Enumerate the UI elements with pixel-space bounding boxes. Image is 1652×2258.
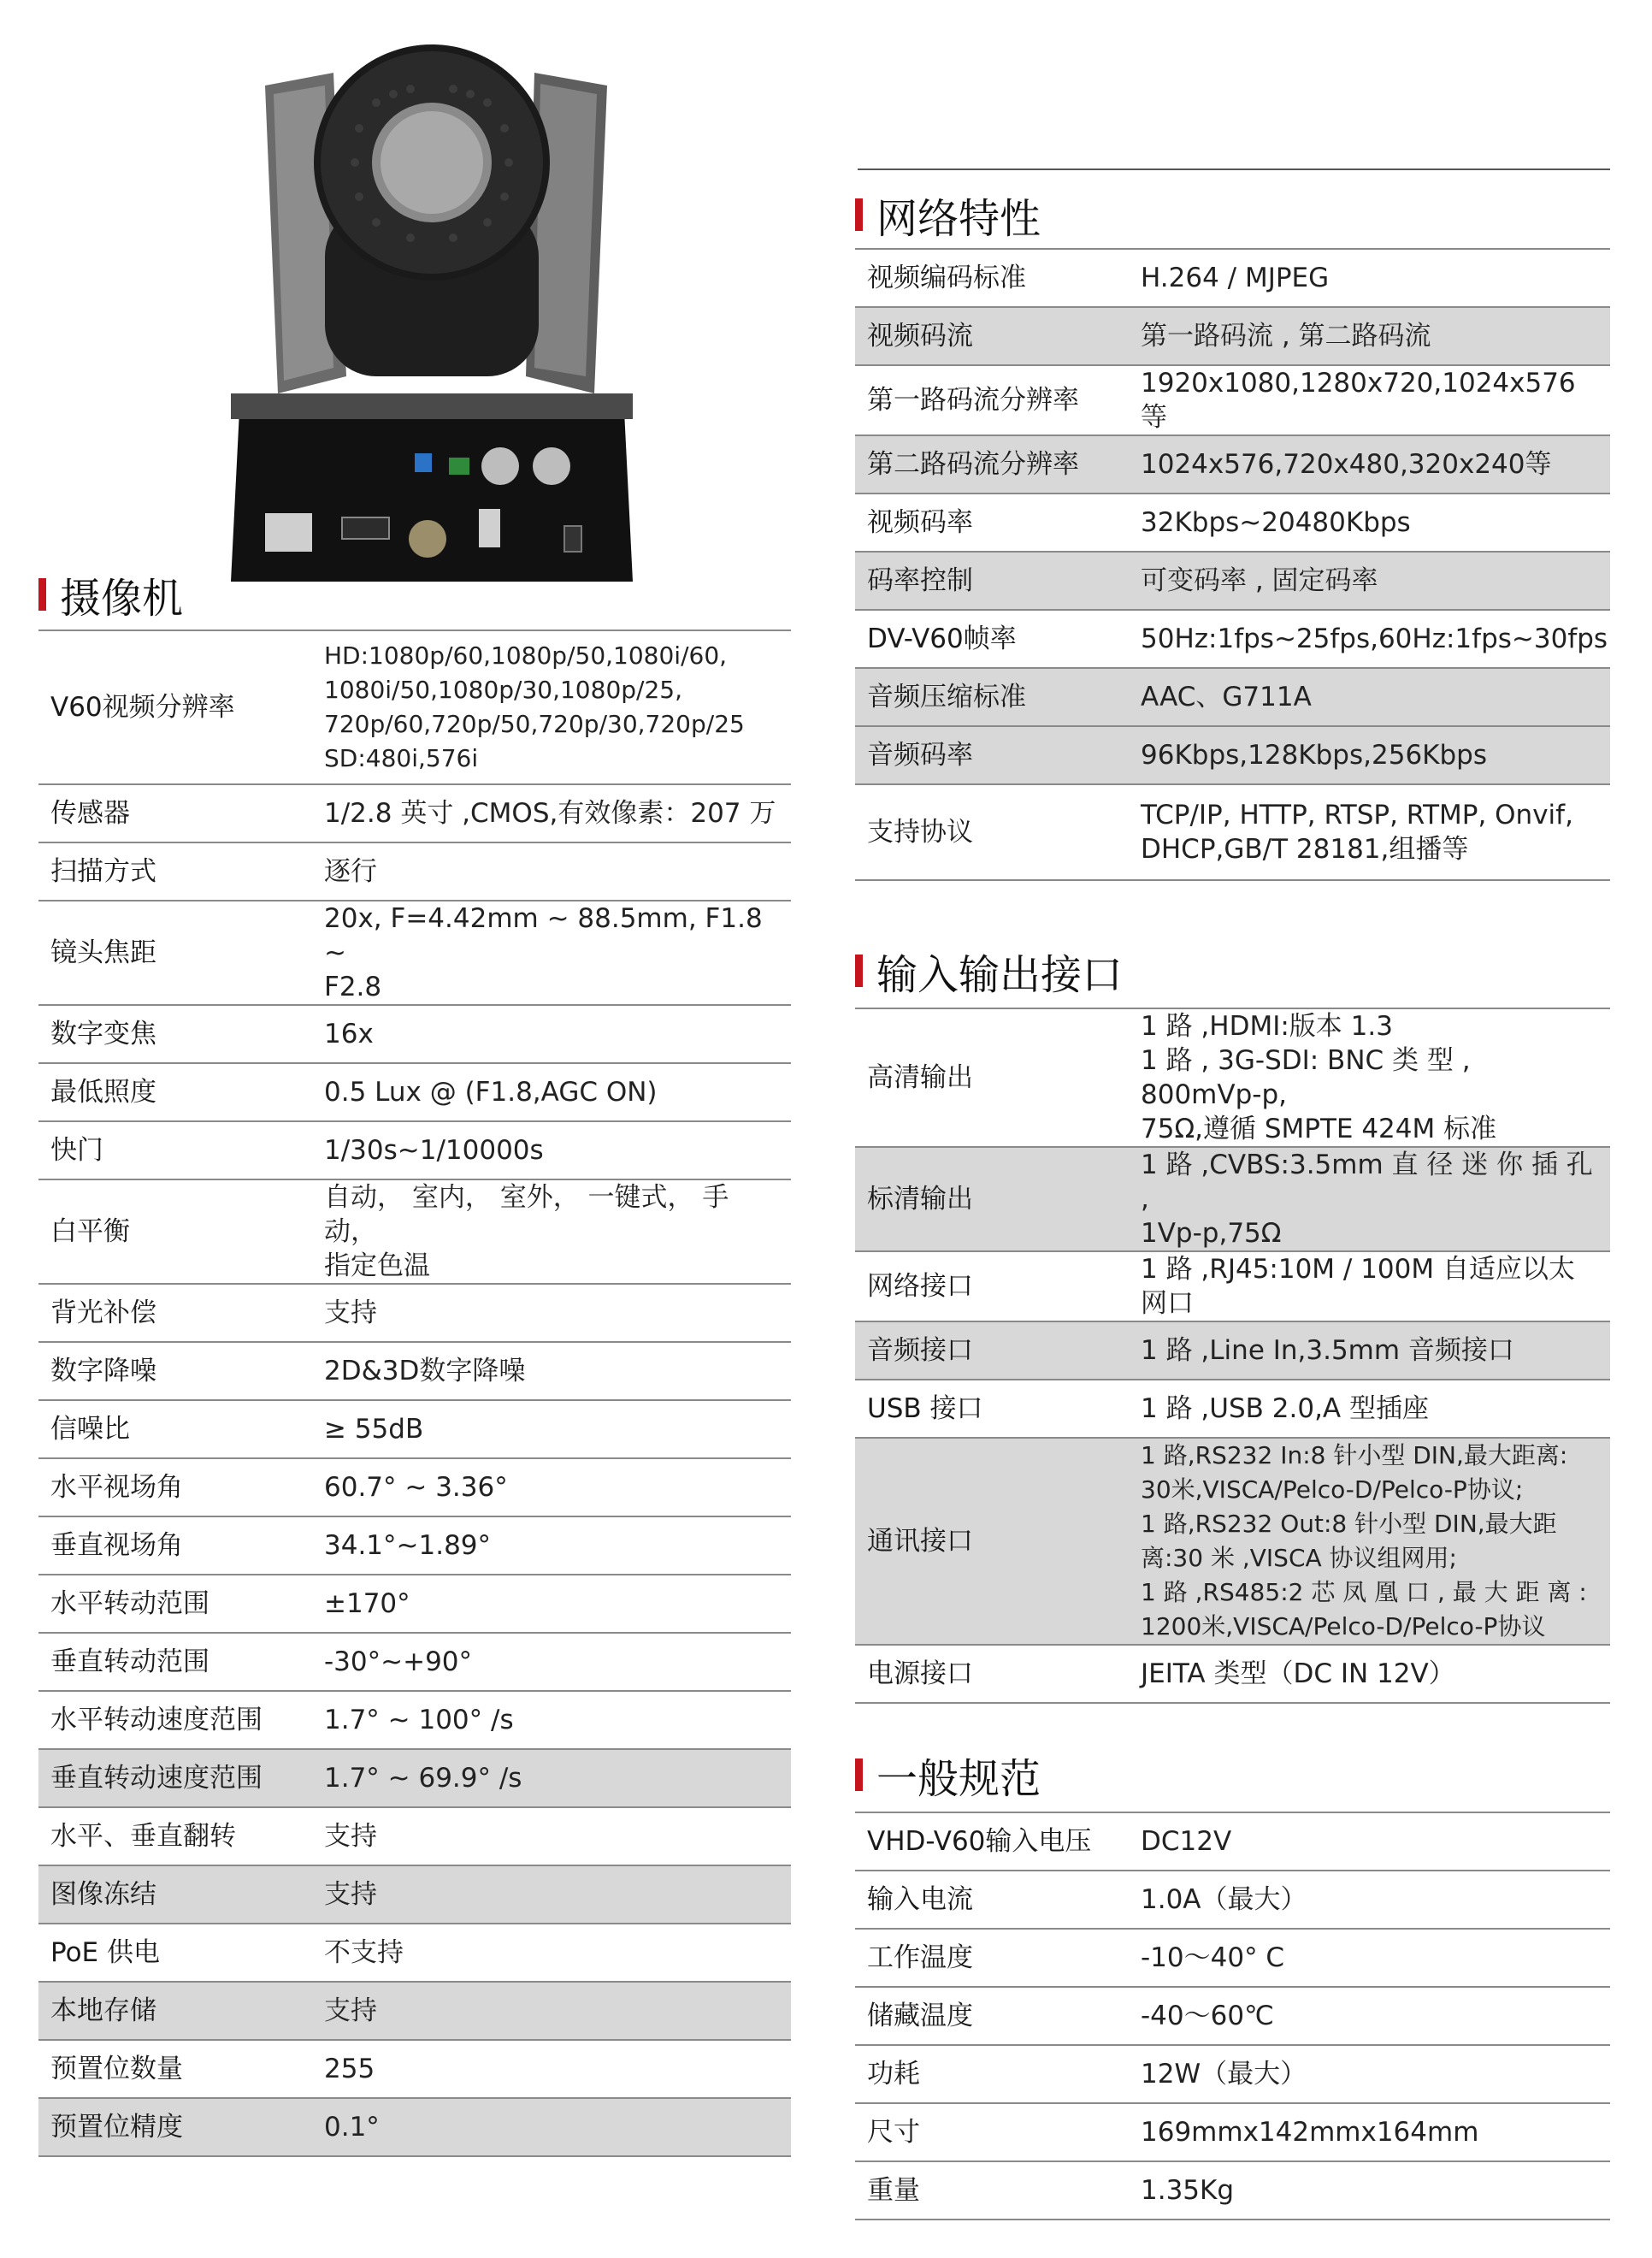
spec-label: 水平转动速度范围 xyxy=(38,1691,312,1749)
spec-value xyxy=(312,1633,791,1691)
spec-label: 数字变焦 xyxy=(38,1005,312,1063)
spec-value-line: 50Hz:1fps~25fps,60Hz:1fps~30fps xyxy=(1141,624,1608,654)
spec-value-line: JEITA 类型（DC IN 12V） xyxy=(1141,1658,1455,1689)
camera-section xyxy=(38,564,791,2157)
spec-value-line: 32Kbps~20480Kbps xyxy=(1141,507,1411,538)
spec-value-line: AAC、G711A xyxy=(1141,682,1312,712)
spec-row xyxy=(855,494,1610,552)
spec-label: 视频码流 xyxy=(855,307,1129,365)
spec-value-line: HD:1080p/60,1080p/50,1080i/60, xyxy=(324,641,728,670)
spec-row xyxy=(855,2103,1610,2161)
spec-row xyxy=(855,365,1610,435)
spec-value-line: 12W（最大） xyxy=(1141,2059,1307,2090)
spec-row xyxy=(38,1005,791,1063)
network-section-title xyxy=(855,185,1610,245)
spec-value xyxy=(1129,552,1610,610)
section-marker xyxy=(855,1759,863,1791)
spec-value-line: 1200米,VISCA/Pelco-D/Pelco-P协议 xyxy=(1141,1612,1546,1640)
spec-label: 第一路码流分辨率 xyxy=(855,365,1129,435)
spec-label: 快门 xyxy=(38,1121,312,1179)
spec-label: 镜头焦距 xyxy=(38,901,312,1005)
spec-label: 最低照度 xyxy=(38,1063,312,1121)
spec-label: 视频码率 xyxy=(855,494,1129,552)
spec-label: 数字降噪 xyxy=(38,1342,312,1400)
spec-value xyxy=(312,630,791,784)
spec-value-line: 第一路码流 , 第二路码流 xyxy=(1141,321,1431,352)
spec-row xyxy=(38,2040,791,2098)
spec-label: 垂直转动速度范围 xyxy=(38,1749,312,1807)
spec-row xyxy=(38,1633,791,1691)
spec-label: 垂直视场角 xyxy=(38,1516,312,1575)
io-section-title xyxy=(855,941,1610,1001)
spec-label: VHD-V60输入电压 xyxy=(855,1812,1129,1871)
spec-value xyxy=(312,1005,791,1063)
spec-label: 储藏温度 xyxy=(855,1987,1129,2045)
spec-value xyxy=(1129,1008,1610,1147)
spec-value-line: SD:480i,576i xyxy=(324,744,479,772)
spec-value-line: 20x, F=4.42mm ~ 88.5mm, F1.8 ~ xyxy=(324,903,763,968)
spec-row xyxy=(855,1812,1610,1871)
spec-value xyxy=(312,1400,791,1458)
spec-value-line: 1 路 ,Line In,3.5mm 音频接口 xyxy=(1141,1335,1514,1366)
spec-row xyxy=(38,1284,791,1342)
spec-value-line: F2.8 xyxy=(324,972,382,1002)
spec-label: 预置位精度 xyxy=(38,2098,312,2156)
spec-value xyxy=(1129,1812,1610,1871)
spec-value xyxy=(1129,1380,1610,1438)
spec-row xyxy=(855,1645,1610,1703)
spec-value-line: TCP/IP, HTTP, RTSP, RTMP, Onvif, xyxy=(1141,800,1573,830)
spec-label: 垂直转动范围 xyxy=(38,1633,312,1691)
spec-value-line: 支持 xyxy=(324,1297,377,1328)
spec-value xyxy=(1129,1251,1610,1321)
spec-value-line: 1/2.8 英寸 ,CMOS,有效像素：207 万 xyxy=(324,798,776,829)
section-title-text: 摄像机 xyxy=(60,574,184,623)
spec-value xyxy=(312,1516,791,1575)
spec-value-line: 34.1°~1.89° xyxy=(324,1530,492,1561)
section-title-text: 输入输出接口 xyxy=(876,950,1124,999)
spec-row xyxy=(855,668,1610,726)
spec-row xyxy=(855,1987,1610,2045)
spec-value xyxy=(312,1342,791,1400)
spec-value xyxy=(1129,1321,1610,1380)
spec-value xyxy=(312,1458,791,1516)
spec-value xyxy=(1129,2045,1610,2103)
spec-value-line: ≥ 55dB xyxy=(324,1414,424,1445)
spec-value-line: 2D&3D数字降噪 xyxy=(324,1356,526,1386)
spec-label: 码率控制 xyxy=(855,552,1129,610)
io-section xyxy=(855,941,1610,1704)
spec-value-line: ±170° xyxy=(324,1588,410,1619)
spec-row xyxy=(855,552,1610,610)
spec-row xyxy=(855,1871,1610,1929)
spec-value-line: 1 路 ,USB 2.0,A 型插座 xyxy=(1141,1393,1429,1424)
spec-row xyxy=(38,1179,791,1284)
spec-value-line: 指定色温 xyxy=(324,1250,430,1281)
spec-value-line: 1Vp-p,75Ω xyxy=(1141,1218,1282,1249)
spec-value-line: 支持 xyxy=(324,1995,377,2026)
spec-value-line: 16x xyxy=(324,1019,374,1049)
spec-value xyxy=(312,842,791,901)
spec-value xyxy=(312,1284,791,1342)
spec-value-line: 1 路 ,CVBS:3.5mm 直 径 迷 你 插 孔 , xyxy=(1141,1150,1593,1215)
spec-value xyxy=(312,1179,791,1284)
spec-value xyxy=(312,1121,791,1179)
spec-row xyxy=(38,1807,791,1865)
spec-value xyxy=(1129,1438,1610,1645)
spec-value-line: 1080i/50,1080p/30,1080p/25, xyxy=(324,676,682,704)
spec-value-line: 支持 xyxy=(324,1879,377,1910)
spec-value xyxy=(312,1865,791,1924)
spec-value xyxy=(1129,1871,1610,1929)
spec-label: 重量 xyxy=(855,2161,1129,2220)
spec-value xyxy=(312,1982,791,2040)
spec-row xyxy=(855,2161,1610,2220)
network-spec-table xyxy=(855,248,1610,881)
spec-label: DV-V60帧率 xyxy=(855,610,1129,668)
spec-value-line: 1 路 , 3G-SDI: BNC 类 型 , 800mVp-p, xyxy=(1141,1045,1471,1110)
spec-value-line: 1 路 ,HDMI:版本 1.3 xyxy=(1141,1011,1393,1042)
spec-row xyxy=(38,630,791,784)
spec-value-line: 可变码率 , 固定码率 xyxy=(1141,565,1378,596)
camera-spec-table xyxy=(38,630,791,2157)
spec-label: 白平衡 xyxy=(38,1179,312,1284)
spec-value xyxy=(312,784,791,842)
spec-value-line: 75Ω,遵循 SMPTE 424M 标准 xyxy=(1141,1114,1497,1144)
spec-label: 水平转动范围 xyxy=(38,1575,312,1633)
spec-row xyxy=(855,1147,1610,1251)
spec-row xyxy=(38,1982,791,2040)
spec-value xyxy=(1129,2161,1610,2220)
spec-value-line: 1 路,RS232 In:8 针小型 DIN,最大距离: xyxy=(1141,1441,1568,1469)
spec-row xyxy=(38,1121,791,1179)
spec-value xyxy=(1129,2103,1610,2161)
spec-row xyxy=(855,435,1610,494)
spec-value-line: 1 路 ,RS485:2 芯 凤 凰 口 , 最 大 距 离 : xyxy=(1141,1578,1587,1606)
spec-row xyxy=(855,784,1610,880)
spec-value-line: 支持 xyxy=(324,1821,377,1852)
spec-value xyxy=(1129,494,1610,552)
spec-value xyxy=(312,1063,791,1121)
spec-value-line: 1/30s~1/10000s xyxy=(324,1135,544,1166)
spec-label: 传感器 xyxy=(38,784,312,842)
spec-row xyxy=(38,1691,791,1749)
spec-row xyxy=(855,249,1610,307)
section-marker xyxy=(855,198,863,231)
spec-row xyxy=(38,1865,791,1924)
spec-row xyxy=(38,1063,791,1121)
spec-label: 网络接口 xyxy=(855,1251,1129,1321)
spec-value-line: 169mmx142mmx164mm xyxy=(1141,2117,1479,2148)
spec-label: 本地存储 xyxy=(38,1982,312,2040)
spec-value xyxy=(312,1924,791,1982)
spec-value xyxy=(1129,1645,1610,1703)
spec-value-line: 60.7° ~ 3.36° xyxy=(324,1472,508,1503)
spec-row xyxy=(38,784,791,842)
spec-value-line: 720p/60,720p/50,720p/30,720p/25 xyxy=(324,710,745,738)
spec-value xyxy=(1129,435,1610,494)
spec-value-line: 离:30 米 ,VISCA 协议组网用; xyxy=(1141,1544,1457,1572)
spec-label: USB 接口 xyxy=(855,1380,1129,1438)
spec-value xyxy=(312,1575,791,1633)
spec-value xyxy=(312,2098,791,2156)
spec-row xyxy=(38,1342,791,1400)
spec-label: 音频接口 xyxy=(855,1321,1129,1380)
spec-label: PoE 供电 xyxy=(38,1924,312,1982)
spec-value-line: DC12V xyxy=(1141,1826,1232,1857)
spec-value-line: 1.7° ~ 69.9° /s xyxy=(324,1763,522,1794)
spec-value xyxy=(312,901,791,1005)
spec-value-line: 逐行 xyxy=(324,856,377,887)
general-section xyxy=(855,1745,1610,2220)
spec-value xyxy=(312,1807,791,1865)
spec-value-line: H.264 / MJPEG xyxy=(1141,263,1330,293)
spec-label: 扫描方式 xyxy=(38,842,312,901)
io-spec-table xyxy=(855,1008,1610,1704)
spec-value-line: -30°~+90° xyxy=(324,1646,473,1677)
spec-row xyxy=(855,1438,1610,1645)
spec-row xyxy=(38,1924,791,1982)
spec-label: 输入电流 xyxy=(855,1871,1129,1929)
spec-value-line: DHCP,GB/T 28181,组播等 xyxy=(1141,834,1469,865)
spec-value-line: 不支持 xyxy=(324,1937,404,1968)
spec-label: 尺寸 xyxy=(855,2103,1129,2161)
spec-label: 图像冻结 xyxy=(38,1865,312,1924)
spec-label: 第二路码流分辨率 xyxy=(855,435,1129,494)
spec-row xyxy=(38,1400,791,1458)
spec-row xyxy=(38,1458,791,1516)
spec-row xyxy=(38,2098,791,2156)
spec-value xyxy=(1129,784,1610,880)
spec-label: 支持协议 xyxy=(855,784,1129,880)
spec-value-line: -10～40° C xyxy=(1141,1942,1285,1973)
spec-row xyxy=(855,1929,1610,1987)
spec-value-line: 0.5 Lux @ (F1.8,AGC ON) xyxy=(324,1077,658,1108)
network-section xyxy=(855,185,1610,881)
spec-value-line: 1024x576,720x480,320x240等 xyxy=(1141,449,1552,480)
spec-value xyxy=(1129,249,1610,307)
spec-label: 通讯接口 xyxy=(855,1438,1129,1645)
spec-value xyxy=(312,1691,791,1749)
spec-label: 电源接口 xyxy=(855,1645,1129,1703)
spec-label: 背光补偿 xyxy=(38,1284,312,1342)
spec-label: 视频编码标准 xyxy=(855,249,1129,307)
spec-value-line: 255 xyxy=(324,2054,375,2084)
spec-value xyxy=(312,1749,791,1807)
spec-row xyxy=(855,1321,1610,1380)
spec-value-line: 1.7° ~ 100° /s xyxy=(324,1705,514,1735)
spec-label: V60视频分辨率 xyxy=(38,630,312,784)
section-marker xyxy=(855,955,863,987)
top-divider xyxy=(858,168,1610,170)
spec-label: 音频码率 xyxy=(855,726,1129,784)
spec-value-line: 1 路,RS232 Out:8 针小型 DIN,最大距 xyxy=(1141,1510,1557,1538)
spec-value xyxy=(1129,1929,1610,1987)
spec-row xyxy=(855,726,1610,784)
spec-row xyxy=(855,610,1610,668)
spec-value-line: -40～60℃ xyxy=(1141,2001,1274,2031)
general-section-title xyxy=(855,1745,1610,1805)
camera-section-title xyxy=(38,564,791,624)
spec-value-line: 自动， 室内， 室外， 一键式， 手动， xyxy=(324,1182,729,1247)
spec-row xyxy=(38,1516,791,1575)
section-title-text: 网络特性 xyxy=(876,194,1041,243)
spec-row xyxy=(855,1008,1610,1147)
spec-value xyxy=(312,2040,791,2098)
spec-value-line: 0.1° xyxy=(324,2112,380,2143)
spec-row xyxy=(855,1251,1610,1321)
spec-row xyxy=(855,2045,1610,2103)
section-title-text: 一般规范 xyxy=(876,1754,1041,1803)
spec-label: 工作温度 xyxy=(855,1929,1129,1987)
spec-value-line: 1.0A（最大） xyxy=(1141,1884,1307,1915)
spec-value xyxy=(1129,610,1610,668)
spec-label: 预置位数量 xyxy=(38,2040,312,2098)
spec-value-line: 1 路 ,RJ45:10M / 100M 自适应以太网口 xyxy=(1141,1254,1575,1319)
spec-label: 水平视场角 xyxy=(38,1458,312,1516)
spec-value xyxy=(1129,365,1610,435)
spec-label: 信噪比 xyxy=(38,1400,312,1458)
spec-label: 高清输出 xyxy=(855,1008,1129,1147)
spec-value-line: 96Kbps,128Kbps,256Kbps xyxy=(1141,740,1487,771)
spec-value xyxy=(1129,1147,1610,1251)
camera-product-image xyxy=(231,34,633,590)
spec-value xyxy=(1129,307,1610,365)
spec-row xyxy=(38,1749,791,1807)
spec-row xyxy=(38,842,791,901)
section-marker xyxy=(38,578,46,611)
spec-label: 功耗 xyxy=(855,2045,1129,2103)
general-spec-table xyxy=(855,1812,1610,2220)
spec-label: 音频压缩标准 xyxy=(855,668,1129,726)
spec-row xyxy=(38,901,791,1005)
spec-row xyxy=(38,1575,791,1633)
spec-label: 水平、垂直翻转 xyxy=(38,1807,312,1865)
spec-row xyxy=(855,307,1610,365)
spec-value-line: 1.35Kg xyxy=(1141,2175,1235,2206)
spec-value-line: 30米,VISCA/Pelco-D/Pelco-P协议; xyxy=(1141,1475,1524,1504)
spec-value xyxy=(1129,668,1610,726)
spec-value xyxy=(1129,1987,1610,2045)
spec-value-line: 1920x1080,1280x720,1024x576等 xyxy=(1141,368,1576,433)
spec-label: 标清输出 xyxy=(855,1147,1129,1251)
spec-row xyxy=(855,1380,1610,1438)
spec-value xyxy=(1129,726,1610,784)
